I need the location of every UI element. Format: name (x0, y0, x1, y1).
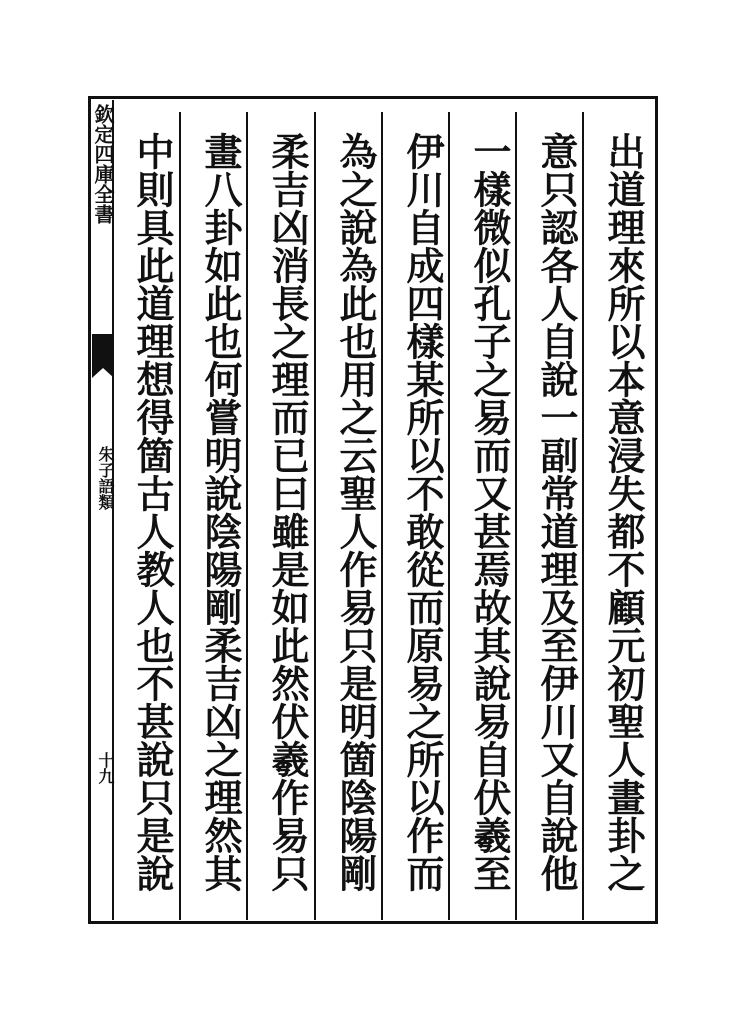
page-number: 十九 (96, 752, 115, 784)
text-column-1: 出道理來所以本意浸失都不顧元初聖人畫卦之 (601, 132, 646, 892)
column-rule (381, 112, 383, 920)
column-rule (314, 112, 316, 920)
fishtail-mark (92, 334, 114, 368)
column-rule (448, 112, 450, 920)
column-rule (515, 112, 517, 920)
collection-title: 欽定四庫全書 (91, 104, 115, 224)
column-rule (582, 112, 584, 920)
text-column-7: 畫八卦如此也何嘗明說陰陽剛柔吉凶之理然其 (198, 132, 243, 892)
text-column-4: 伊川自成四樣某所以不敢從而原易之所以作而 (400, 132, 445, 892)
text-column-6: 柔吉凶消長之理而已曰雖是如此然伏羲作易只 (265, 132, 310, 892)
text-column-8: 中則具此道理想得箇古人教人也不甚說只是說 (130, 132, 175, 892)
book-title: 朱子語類 (96, 446, 115, 510)
text-column-3: 一樣微似孔子之易而又甚焉故其說易自伏羲至 (467, 132, 512, 892)
text-column-5: 為之說為此也用之云聖人作易只是明箇陰陽剛 (333, 132, 378, 892)
text-column-2: 意只認各人自說一副常道理及至伊川又自說他 (534, 132, 579, 892)
column-rule (179, 112, 181, 920)
column-rule (246, 112, 248, 920)
